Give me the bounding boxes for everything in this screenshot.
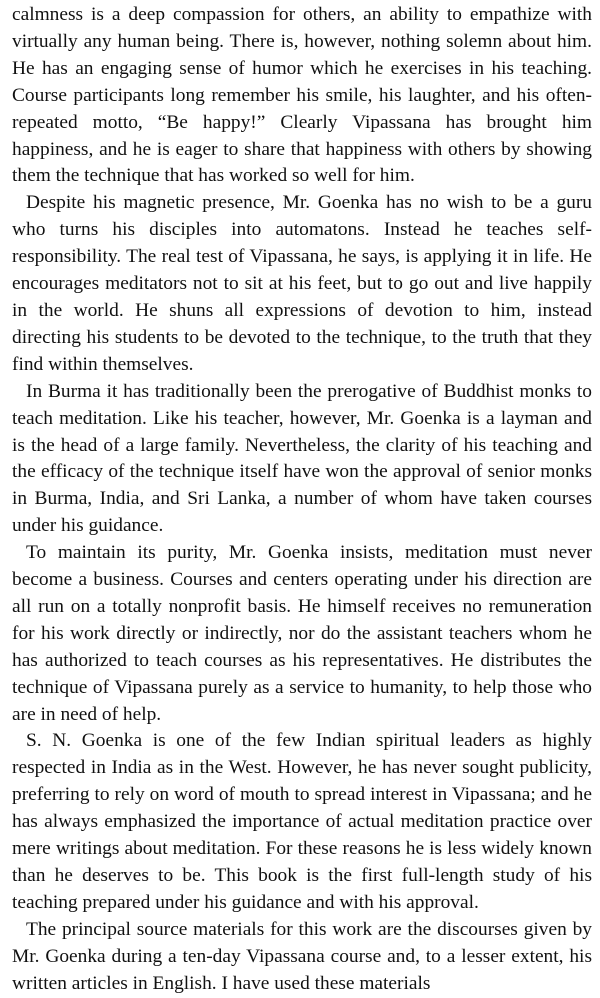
paragraph-3: In Burma it has traditionally been the prerogative of Buddhist monks to teach meditation. Like his teacher, however, Mr. Goenka is a layman and is the head of a large family. Nevertheless, the clarity of his teaching and the efficacy of the technique itself have won the approval of senior monks in Burma, India, and Sri Lanka, a number of whom have taken courses under his guidance. bbox=[12, 380, 592, 537]
paragraph-6: The principal source materials for this work are the discourses given by Mr. Goenka during a ten-day Vipassana course and, to a lesser extent, his written articles in English. I have used these materials bbox=[12, 918, 592, 994]
paragraph-2: Despite his magnetic presence, Mr. Goenka has no wish to be a guru who turns his disciples into automatons. Instead he teaches self-responsibility. The real test of Vipassana, he says, is applying it in life. He encourages meditators not to sit at his feet, but to go out and live happily in the world. He shuns all expressions of devotion to him, instead directing his students to be devoted to the technique, to the truth that they find within themselves. bbox=[12, 192, 592, 375]
paragraph-1: calmness is a deep compassion for others, an ability to empathize with virtually any human being. There is, however, nothing solemn about him. He has an engaging sense of humor which he exercises in his teaching. Course participants long remember his smile, his laughter, and his often-repeated motto, “Be happy!” Clearly Vipassana has brought him happiness, and he is eager to share that happiness with others by showing them the technique that has worked so well for him. bbox=[12, 4, 592, 187]
paragraph-4: To maintain its purity, Mr. Goenka insists, meditation must never become a business. Courses and centers operating under his direction are all run on a totally nonprofit basis. He himself receives no remuneration for his work directly or indirectly, nor do the assistant teachers whom he has authorized to teach courses as his representatives. He distributes the technique of Vipassana purely as a service to humanity, to help those who are in need of help. bbox=[12, 542, 592, 725]
paragraph-5: S. N. Goenka is one of the few Indian spiritual leaders as highly respected in India as in the West. However, he has never sought publicity, preferring to rely on word of mouth to spread interest in Vipassana; and he has always emphasized the importance of actual meditation practice over mere writings about meditation. For these reasons he is less widely known than he deserves to be. This book is the first full-length study of his teaching prepared under his guidance and with his approval. bbox=[12, 730, 592, 913]
